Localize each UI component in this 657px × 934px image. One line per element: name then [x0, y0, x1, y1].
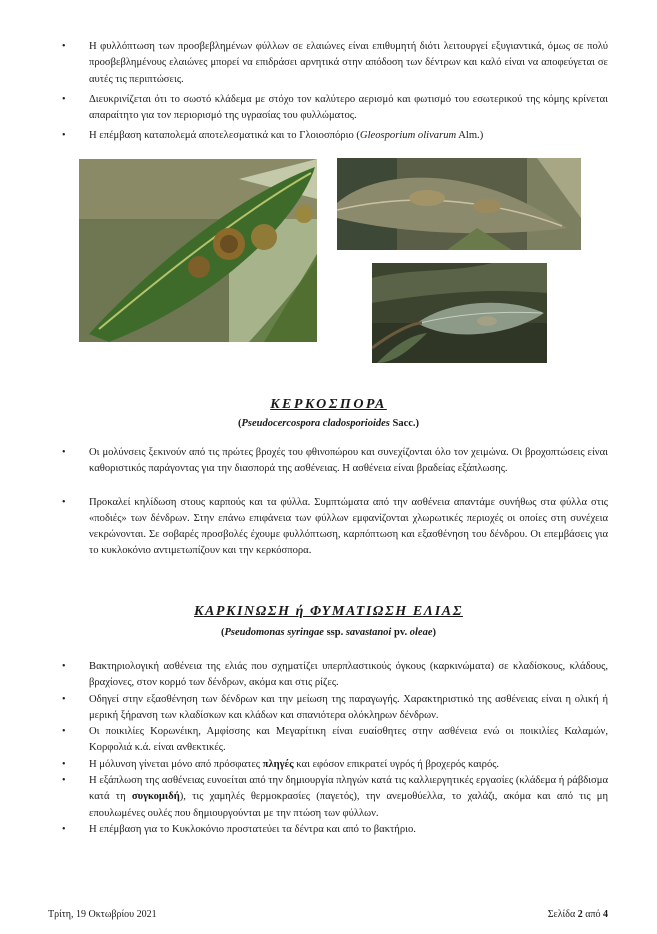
list-item: • Προκαλεί κηλίδωση στους καρπούς και τα φύλλα. Συμπτώματα από την ασθένεια απαντάμε συνήθως στα φύλλα στις «ποδιές» των δένδρων. Στην επάνω επιφάνεια των φύλλων εμφανίζονται χλωρωτικές περιοχές οι οποίες στη συνέχεια νεκρώνονται. Σε σοβαρές προσβολές έχουμε φυλλόπτωση, καρπόπτωση και εξασθένηση του δένδρου. Οι επεμβάσεις για το κυκλοκόνιο αντιμετωπίζουν και την κερκόσπορα. — [0, 495, 657, 560]
section-subtitle-karkinosi: (Pseudomonas syringae ssp. savastanoi pv. oleae) — [220, 627, 436, 638]
kerkospora-bullet-list — [0, 445, 657, 560]
footer-date: Τρίτη, 19 Οκτωβρίου 2021 — [48, 909, 157, 920]
latin-name: Pseudocercospora cladosporioides — [241, 418, 390, 429]
bold-term: συγκομιδή — [131, 791, 180, 803]
list-item: • Η φυλλόπτωση των προσβεβλημένων φύλλων σε ελαιώνες είναι επιθυμητή διότι λειτουργεί εξυγιαντικά, όμως σε πολύ προσβεβλημένους ελαιώνες μπορεί να επιδράσει αρνητικά στην απόδοση των δέντρων και καλό είναι να αποφεύγεται σε αυτές τις περιπτώσεις. — [0, 39, 657, 88]
list-item: • Οι ποικιλίες Κορωνέικη, Αμφίσσης και Μεγαρίτικη είναι ευαίσθητες στην ασθένεια ενώ οι ποικιλίες Καλαμών, Κορφολιά κ.ά. είναι ανθεκτικές. — [0, 724, 657, 757]
list-item: • Οδηγεί στην εξασθένηση των δένδρων και την μείωση της παραγωγής. Χαρακτηριστικό της ασθένειας είναι η ολική ή μερική ξήρανση των κλαδίσκων και κλάδων και σπανιότερα ολόκληρων δένδρων. — [0, 692, 657, 725]
list-item: • Η εξάπλωση της ασθένειας ευνοείται από την δημιουργία πληγών κατά τις καλλιεργητικές εργασίες (κλάδεμα ή ράβδισμα κατά τη συγκομιδή), τις χαμηλές θερμοκρασίες (παγετός), την ανεμοθύελλα, το χαλάζι, ακόμα και από τις μη επουλωμένες ουλές που δημιουργούνται με την πτώση των φύλλων. — [0, 773, 657, 822]
bold-term: πληγές — [262, 758, 294, 770]
list-item: • Βακτηριολογική ασθένεια της ελιάς που σχηματίζει υπερπλαστικούς όγκους (καρκινώματα) σε κλαδίσκους, κλάδους, βραχίονες, στον κορμό των δένδρων, ακόμα και στις ρίζες. — [0, 659, 657, 692]
photo-olive-leaf-lesions — [337, 158, 581, 250]
list-item: • Οι μολύνσεις ξεκινούν από τις πρώτες βροχές του φθινοπώρου και συνεχίζονται όλο τον χειμώνα. Οι βροχοπτώσεις είναι καθοριστικός παράγοντας για την διασπορά της ασθένειας. Η ασθένεια είναι βραδείας εξάπλωσης. — [0, 445, 657, 478]
karkinosi-bullet-list — [0, 659, 657, 838]
top-bullet-list — [0, 39, 657, 149]
list-item: • Η μόλυνση γίνεται μόνο από πρόσφατες πληγές και εφόσον επικρατεί υγρός ή βροχερός καιρός. — [0, 757, 657, 773]
footer-page-number: Σελίδα 2 από 4 — [547, 909, 608, 920]
photo-olive-branch-leaf — [372, 263, 547, 363]
list-item: • Διευκρινίζεται ότι το σωστό κλάδεμα με στόχο τον καλύτερο αερισμό και φωτισμό του εσωτερικού της κόμης κρίνεται απαραίτητο για τον περιορισμό της υγρασίας του φυλλώματος. — [0, 92, 657, 125]
latin-name: savastanoi — [345, 627, 392, 638]
section-subtitle-kerkospora: (Pseudocercospora cladosporioides Sacc.) — [237, 418, 420, 429]
photo-olive-leaf-spots — [79, 159, 317, 342]
list-item: • Η επέμβαση για το Κυκλοκόνιο προστατεύει τα δέντρα και από το βακτήριο. — [0, 822, 657, 838]
section-title-kerkospora: ΚΕΡΚΟΣΠΟΡΑ — [270, 397, 387, 412]
list-item: • Η επέμβαση καταπολεμά αποτελεσματικά και το Γλοιοσπόριο (Gleosporium olivarum Alm.) — [0, 128, 657, 144]
latin-name: oleae — [409, 627, 433, 638]
latin-name: Pseudomonas syringae — [224, 627, 324, 638]
section-title-karkinosi: ΚΑΡΚΙΝΩΣΗ ή ΦΥΜΑΤΙΩΣΗ ΕΛΙΑΣ — [194, 604, 463, 619]
latin-name: Gleosporium olivarum — [359, 130, 457, 142]
